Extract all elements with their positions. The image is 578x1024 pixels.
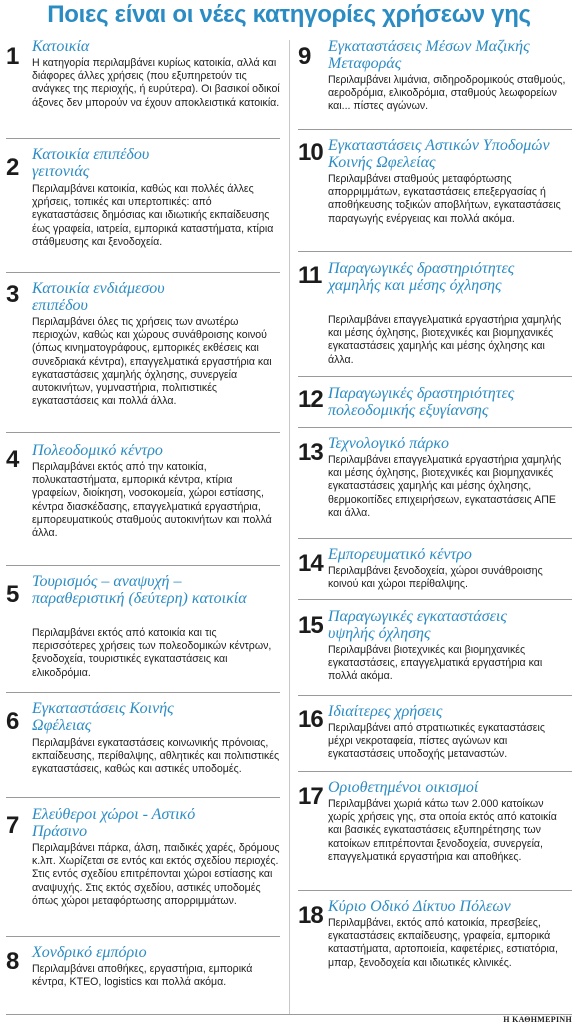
separator	[298, 771, 572, 772]
separator	[6, 797, 280, 798]
category-description: Περιλαμβάνει όλες τις χρήσεις των ανωτέρω περιοχών, καθώς και χώρους συνάθροισης κοινού (όπως κινηματογράφους, εμπορικές εκθέσεις και συνεδριακά κέντρα), επαγγελματικά εργαστήρια και εγκαταστάσεις χαμηλής όχλησης, συνεργεία αυτοκινήτων, γυμναστήρια, πολιτιστικές εγκαταστάσεις και πολλά άλλα.	[32, 316, 272, 408]
category-title: Εγκαταστάσεις Αστικών Υποδομών Κοινής Ωφελείας	[328, 137, 550, 171]
category-description: Περιλαμβάνει βιοτεχνικές και βιομηχανικές εγκαταστάσεις, επαγγελματικά εργαστήρια και πολλά ακόμα.	[328, 644, 543, 683]
category-description: Περιλαμβάνει ξενοδοχεία, χώροι συνάθροισης κοινού και χώροι περίθαλψης.	[328, 565, 543, 591]
category-description: Περιλαμβάνει πάρκα, άλση, παιδικές χαρές, δρόμους κ.λπ. Χωρίζεται σε εντός και εκτός σχεδίου περιοχές. Στις εντός σχεδίου επιτρέπονται χώροι εστίασης και αναψυχής. Στις εκτός σχεδίου, αστικές υποδομές όπως χώροι μεταφόρτωσης απορριμμάτων.	[32, 842, 280, 907]
category-number: 17	[298, 783, 323, 810]
separator	[6, 692, 280, 693]
separator	[6, 936, 280, 937]
category-number: 13	[298, 439, 323, 466]
category-description: Περιλαμβάνει λιμάνια, σιδηροδρομικούς σταθμούς, αεροδρόμια, ελικοδρόμια, σταθμούς λεωφορείων και... πίστες αγώνων.	[328, 74, 566, 113]
category-number: 3	[6, 281, 19, 308]
separator	[298, 695, 572, 696]
category-description: Περιλαμβάνει χωριά κάτω των 2.000 κατοίκων χωρίς χρήσεις γης, στα οποία εκτός από κατοικία και βασικές εγκαταστάσεις εξυπηρέτησης των κατοίκων επιτρέπονται ξενοδοχεία, συνεργεία, επαγγελματικά εργαστήρια και αποθήκες.	[328, 798, 557, 863]
category-title: Παραγωγικές δραστηριότητες πολεοδομικής εξυγίανσης	[328, 385, 515, 419]
category-title: Εγκαταστάσεις Κοινής Ωφέλειας	[32, 700, 174, 734]
separator	[298, 376, 572, 377]
page-title: Ποιες είναι οι νέες κατηγορίες χρήσεων γης	[47, 1, 531, 28]
separator	[6, 272, 280, 273]
category-description: Περιλαμβάνει εκτός από την κατοικία, πολυκαταστήματα, εμπορικά κέντρα, κτίρια γραφείων, διοίκηση, νοσοκομεία, χώροι εστίασης, κέντρα διασκέδασης, επαγγελματικά εργαστήρια, εμπορευματικούς σταθμούς αυτοκινήτων και πολλά άλλα.	[32, 461, 272, 540]
separator	[6, 432, 280, 433]
category-description: Περιλαμβάνει επαγγελματικά εργαστήρια χαμηλής και μέσης όχλησης, βιοτεχνικές και βιομηχανικές εγκαταστάσεις χαμηλής και μέσης όχλησης και άλλα.	[328, 314, 562, 366]
category-description: Περιλαμβάνει από στρατιωτικές εγκαταστάσεις μέχρι νεκροταφεία, πίστες αγώνων και εγκαταστάσεις υποδοχής μεταναστών.	[328, 722, 545, 761]
category-number: 2	[6, 154, 19, 181]
category-number: 6	[6, 708, 19, 735]
category-number: 10	[298, 139, 323, 166]
category-description: Περιλαμβάνει εκτός από κατοικία και τις περισσότερες χρήσεις των πολεοδομικών κέντρων, ξενοδοχεία, τουριστικές εγκαταστάσεις και ελικοδρόμια.	[32, 627, 272, 679]
category-title: Τουρισμός – αναψυχή – παραθεριστική (δεύτερη) κατοικία	[32, 573, 247, 607]
category-title: Κύριο Οδικό Δίκτυο Πόλεων	[328, 898, 511, 915]
category-description: Περιλαμβάνει εγκαταστάσεις κοινωνικής πρόνοιας, εκπαίδευσης, περίθαλψης, αθλητικές και πολιτιστικές εγκαταστάσεις, καθώς και αστικές υποδομές.	[32, 737, 280, 776]
category-title: Τεχνολογικό πάρκο	[328, 435, 450, 452]
category-description: Περιλαμβάνει επαγγελματικά εργαστήρια χαμηλής και μέσης όχλησης, βιοτεχνικές και βιομηχανικές εγκαταστάσεις χαμηλής και μέσης όχλησης, θερμοκοιτίδες επιχειρήσεων, εγκαταστάσεις ΑΠΕ και άλλα.	[328, 454, 562, 519]
category-title: Κατοικία	[32, 38, 90, 55]
separator	[298, 427, 572, 428]
category-description: Περιλαμβάνει κατοικία, καθώς και πολλές άλλες χρήσεις, τοπικές και υπερτοπικές: από εγκαταστάσεις δημόσιας και ιδιωτικής εκπαίδευσης έως γραφεία, ιατρεία, εμπορικά καταστήματα, κτίρια στάθμευσης και ξενοδοχεία.	[32, 183, 274, 248]
category-title: Παραγωγικές δραστηριότητες χαμηλής και μέσης όχλησης	[328, 260, 515, 294]
category-title: Παραγωγικές εγκαταστάσεις υψηλής όχλησης	[328, 608, 507, 642]
category-title: Πολεοδομικό κέντρο	[32, 442, 163, 459]
category-number: 18	[298, 902, 323, 929]
separator	[298, 251, 572, 252]
category-title: Οριοθετημένοι οικισμοί	[328, 779, 479, 796]
category-description: Περιλαμβάνει, εκτός από κατοικία, πρεσβείες, εγκαταστάσεις εκπαίδευσης, γραφεία, εμπορικά καταστήματα, αρτοποιεία, καφετέριες, εστιατόρια, μπαρ, ξενοδοχεία και ιδιωτικές κλινικές.	[328, 917, 558, 969]
separator	[6, 138, 280, 139]
category-title: Ελεύθεροι χώροι - Αστικό Πράσινο	[32, 806, 196, 840]
category-title: Εμπορευματικό κέντρο	[328, 546, 472, 563]
column-divider	[289, 40, 290, 1015]
footer-rule	[6, 1014, 572, 1015]
category-description: Η κατηγορία περιλαμβάνει κυρίως κατοικία, αλλά και διάφορες άλλες χρήσεις (που εξυπηρετούν τις ανάγκες της περιοχής, ή ευρύτερα). Οι βασικοί οδικοί άξονες δεν μπορούν να έχουν αποκλειστικά κατοικία.	[32, 57, 280, 109]
category-number: 8	[6, 948, 19, 975]
category-number: 14	[298, 550, 323, 577]
category-title: Κατοικία επιπέδου γειτονιάς	[32, 146, 150, 180]
separator	[298, 890, 572, 891]
category-number: 4	[6, 446, 19, 473]
category-number: 11	[298, 262, 322, 289]
category-title: Χονδρικό εμπόριο	[32, 944, 147, 961]
category-title: Εγκαταστάσεις Μέσων Μαζικής Μεταφοράς	[328, 38, 530, 72]
category-title: Ιδιαίτερες χρήσεις	[328, 703, 443, 720]
separator	[6, 565, 280, 566]
category-number: 9	[298, 43, 311, 70]
category-number: 15	[298, 612, 323, 639]
category-title: Κατοικία ενδιάμεσου επιπέδου	[32, 280, 165, 314]
separator	[298, 599, 572, 600]
category-description: Περιλαμβάνει αποθήκες, εργαστήρια, εμπορικά κέντρα, ΚΤΕΟ, logistics και πολλά ακόμα.	[32, 963, 253, 989]
category-number: 1	[6, 43, 19, 70]
category-number: 12	[298, 386, 323, 413]
separator	[298, 129, 572, 130]
category-number: 7	[6, 812, 19, 839]
category-number: 16	[298, 706, 323, 733]
category-number: 5	[6, 581, 19, 608]
separator	[298, 538, 572, 539]
category-description: Περιλαμβάνει σταθμούς μεταφόρτωσης απορριμμάτων, εγκαταστάσεις επεξεργασίας ή αποθήκευσης τοξικών αποβλήτων, εγκαταστάσεις παραγωγής ενέργειας και πολλά ακόμα.	[328, 173, 561, 225]
publisher-credit: Η ΚΑΘΗΜΕΡΙΝΗ	[503, 1015, 572, 1024]
